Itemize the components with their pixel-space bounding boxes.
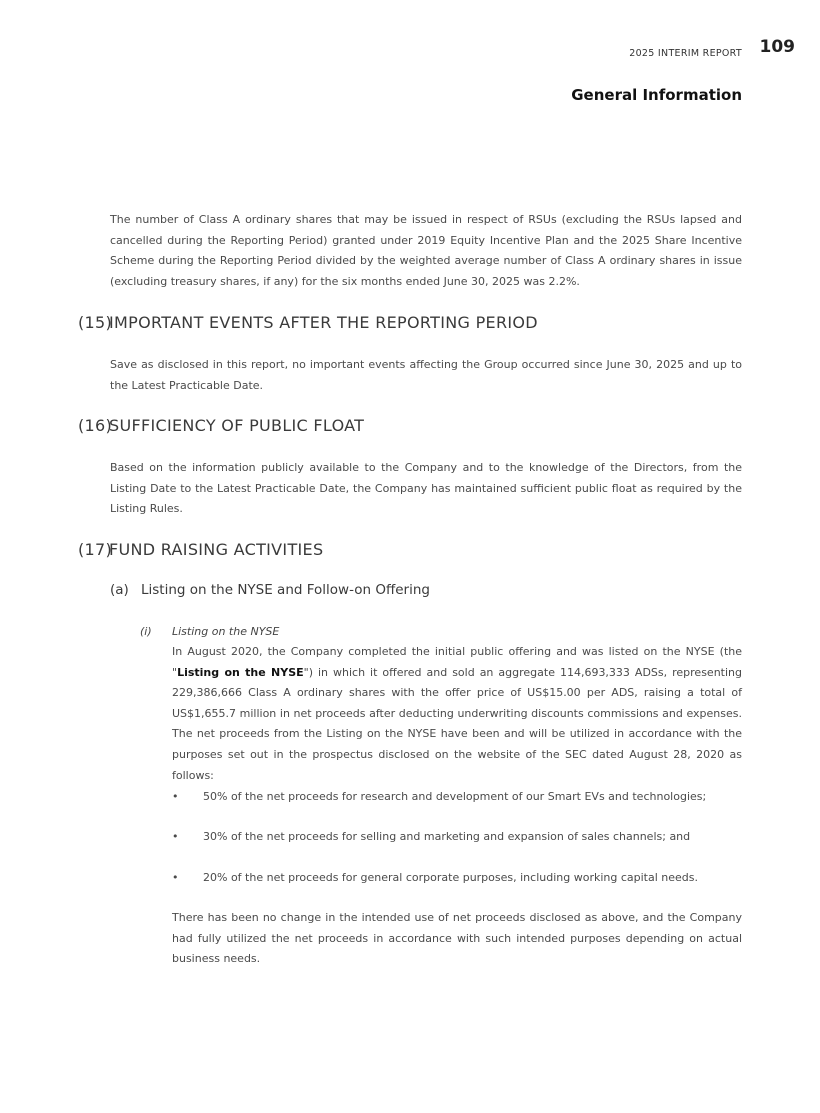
bullet-item — [172, 790, 706, 803]
heading-title: IMPORTANT EVENTS AFTER THE REPORTING PERIOD — [109, 313, 538, 332]
heading-number: (16) — [78, 416, 113, 435]
heading-16 — [78, 416, 364, 435]
bullet-icon: • — [172, 790, 179, 803]
heading-title: SUFFICIENCY OF PUBLIC FLOAT — [109, 416, 365, 435]
bullet-icon: • — [172, 871, 179, 884]
bullet-text: 50% of the net proceeds for research and development of our Smart EVs and technologies; — [203, 790, 707, 803]
section-15-body: Save as disclosed in this report, no important events affecting the Group occurred since June 30, 2025 and up to the Latest Practicable Date. — [110, 358, 742, 392]
subheading-title: Listing on the NYSE and Follow-on Offering — [141, 582, 430, 598]
listing-paragraph — [172, 642, 742, 786]
page-number: 109 — [759, 37, 795, 57]
closing-paragraph: There has been no change in the intended use of net proceeds disclosed as above, and the Company had fully utilized the net proceeds in accordance with such intended purposes depending on actual business needs. — [172, 911, 742, 966]
heading-17 — [78, 540, 323, 559]
bullet-icon: • — [172, 830, 179, 843]
listing-text-part1: In August 2020, the Company completed the initial public offering and was listed on the NYSE (the " — [172, 645, 742, 679]
heading-number: (17) — [78, 540, 113, 559]
bullet-text: 30% of the net proceeds for selling and marketing and expansion of sales channels; and — [203, 830, 691, 843]
listing-defined-term: Listing on the NYSE — [177, 665, 304, 679]
listing-text-part2: ") in which it offered and sold an aggregate 114,693,333 ADSs, representing 229,386,666 Class A ordinary shares with the offer price of US$15.00 per ADS, raising a total of US$1,655.7 million in net proceeds after deducting underwriting discounts commissions and expenses. The net proceeds from the Listing on the NYSE have been and will be utilized in accordance with the purposes set out in the prospectus disclosed on the website of the SEC dated August 28, 2020 as follows: — [172, 665, 742, 782]
subsubheading-i — [140, 625, 279, 638]
bullet-item — [172, 830, 690, 843]
section-title: General Information — [571, 86, 742, 104]
subheading-number: (a) — [110, 582, 129, 598]
subsubheading-title: Listing on the NYSE — [172, 625, 280, 638]
subheading-a — [110, 582, 430, 598]
subsubheading-number: (i) — [140, 625, 152, 638]
section-16-body: Based on the information publicly available to the Company and to the knowledge of the Directors, from the Listing Date to the Latest Practicable Date, the Company has maintained sufficient public float as required by the Listing Rules. — [110, 461, 742, 516]
intro-paragraph: The number of Class A ordinary shares that may be issued in respect of RSUs (excluding the RSUs lapsed and cancelled during the Reporting Period) granted under 2019 Equity Incentive Plan and the 2025 Share Incentive Scheme during the Reporting Period divided by the weighted average number of Class A ordinary shares in issue (excluding treasury shares, if any) for the six months ended June 30, 2025 was 2.2%. — [110, 213, 742, 288]
heading-title: FUND RAISING ACTIVITIES — [109, 540, 324, 559]
bullet-item — [172, 871, 698, 884]
heading-15 — [78, 313, 538, 332]
bullet-text: 20% of the net proceeds for general corporate purposes, including working capital needs. — [203, 871, 698, 884]
heading-number: (15) — [78, 313, 113, 332]
report-label: 2025 INTERIM REPORT — [629, 48, 742, 59]
